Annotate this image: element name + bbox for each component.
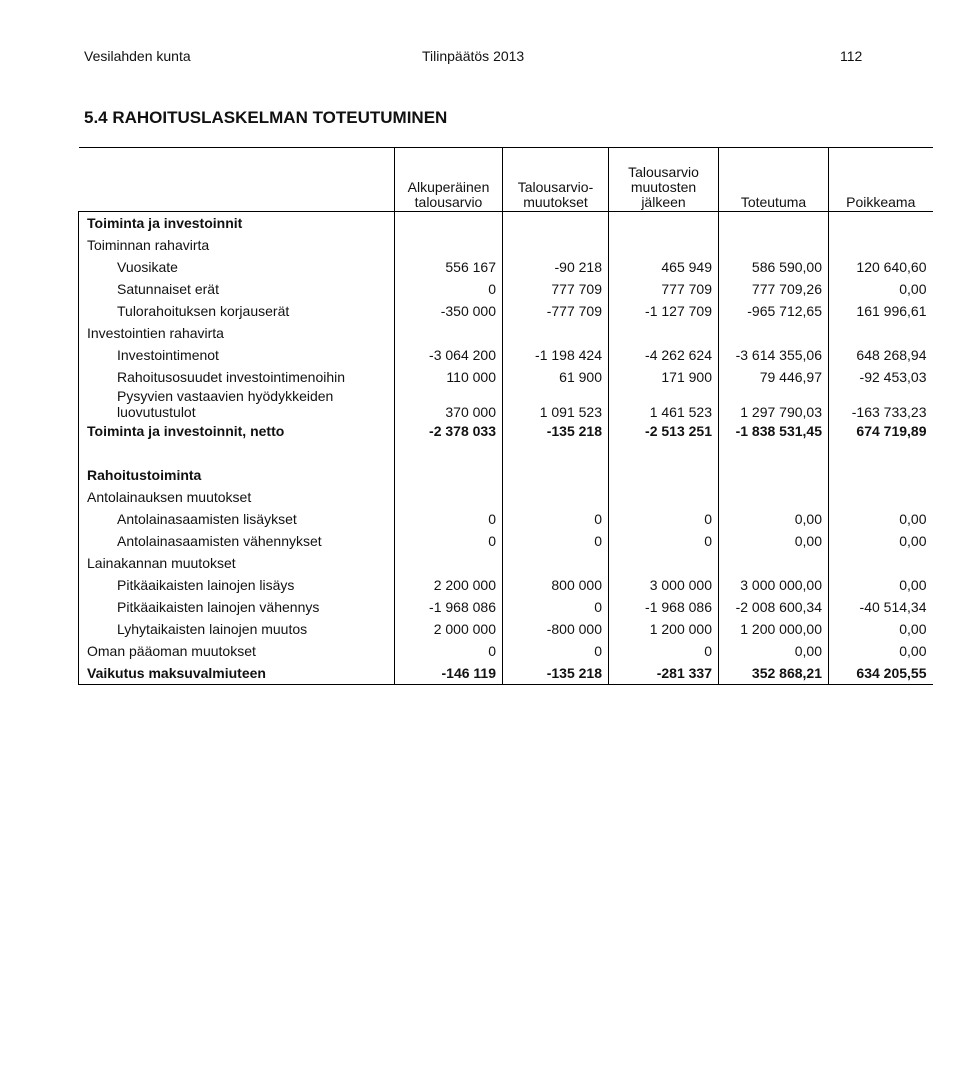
cell-value: -1 127 709 <box>609 300 719 322</box>
section-heading-row <box>79 212 933 235</box>
cell-value: 171 900 <box>609 366 719 388</box>
cell-value: 0,00 <box>719 508 829 530</box>
page-number: 112 <box>840 48 863 64</box>
cell-value: -4 262 624 <box>609 344 719 366</box>
cell-value: -800 000 <box>503 618 609 640</box>
total-value: 352 868,21 <box>719 662 829 685</box>
cell-value: -2 008 600,34 <box>719 596 829 618</box>
cell-value: 0,00 <box>829 618 933 640</box>
cell-value: -1 198 424 <box>503 344 609 366</box>
cell-value: 1 297 790,03 <box>719 388 829 420</box>
total-label: Vaikutus maksuvalmiuteen <box>79 662 395 685</box>
table-row <box>79 278 933 300</box>
page-header <box>84 48 874 68</box>
cell-value: -3 064 200 <box>395 344 503 366</box>
cell-value: 0,00 <box>719 530 829 552</box>
row-label: Lyhytaikaisten lainojen muutos <box>79 618 395 640</box>
total-value: -135 218 <box>503 420 609 442</box>
cell-value: -90 218 <box>503 256 609 278</box>
table-row <box>79 344 933 366</box>
row-label: Tulorahoituksen korjauserät <box>79 300 395 322</box>
row-label: Vuosikate <box>79 256 395 278</box>
cell-value: 0 <box>503 640 609 662</box>
total-value: -146 119 <box>395 662 503 685</box>
cell-value: -3 614 355,06 <box>719 344 829 366</box>
section-heading: Rahoitustoiminta <box>79 464 395 486</box>
row-label: Rahoitusosuudet investointimenoihin <box>79 366 395 388</box>
row-label: Investointimenot <box>79 344 395 366</box>
total-value: -1 838 531,45 <box>719 420 829 442</box>
group-heading-row <box>79 486 933 508</box>
cell-value: 0 <box>395 278 503 300</box>
group-heading-row <box>79 552 933 574</box>
col-header-budget-after-changes: Talousarvio muutosten jälkeen <box>609 148 719 212</box>
cell-value: 2 000 000 <box>395 618 503 640</box>
table-row <box>79 388 933 420</box>
cell-value: -777 709 <box>503 300 609 322</box>
cell-value: 0 <box>503 530 609 552</box>
cash-flow-table <box>78 147 933 685</box>
cell-value: 556 167 <box>395 256 503 278</box>
cell-value: 3 000 000 <box>609 574 719 596</box>
col-header-budget-changes: Talousarvio- muutokset <box>503 148 609 212</box>
row-label: Satunnaiset erät <box>79 278 395 300</box>
cell-value: 1 200 000 <box>609 618 719 640</box>
cell-value: 1 461 523 <box>609 388 719 420</box>
total-value: -135 218 <box>503 662 609 685</box>
cell-value: 0 <box>609 530 719 552</box>
cell-value: 648 268,94 <box>829 344 933 366</box>
group-heading: Lainakannan muutokset <box>79 552 395 574</box>
cell-value: 777 709,26 <box>719 278 829 300</box>
row-label: Antolainasaamisten lisäykset <box>79 508 395 530</box>
cell-value: 2 200 000 <box>395 574 503 596</box>
header-row <box>79 148 933 212</box>
col-header-actual: Toteutuma <box>719 148 829 212</box>
cell-value: 465 949 <box>609 256 719 278</box>
table-row <box>79 508 933 530</box>
section-heading: Toiminta ja investoinnit <box>79 212 395 235</box>
cell-value: 0,00 <box>719 640 829 662</box>
spacer-row <box>79 442 933 464</box>
cell-value: 586 590,00 <box>719 256 829 278</box>
row-label: Antolainasaamisten vähennykset <box>79 530 395 552</box>
cell-value: -40 514,34 <box>829 596 933 618</box>
cell-value: 777 709 <box>503 278 609 300</box>
row-label: Pysyvien vastaavien hyödykkeiden luovutustulot <box>79 388 395 420</box>
municipality-name: Vesilahden kunta <box>84 48 191 64</box>
document-title: Tilinpäätös 2013 <box>422 48 525 64</box>
cell-value: 3 000 000,00 <box>719 574 829 596</box>
cell-value: 800 000 <box>503 574 609 596</box>
col-header-variance: Poikkeama <box>829 148 933 212</box>
total-value: -281 337 <box>609 662 719 685</box>
group-heading: Investointien rahavirta <box>79 322 395 344</box>
cell-value: 0 <box>503 508 609 530</box>
cell-value: 0 <box>609 640 719 662</box>
table-row <box>79 618 933 640</box>
table-row <box>79 574 933 596</box>
cell-value: 61 900 <box>503 366 609 388</box>
cell-value: -1 968 086 <box>395 596 503 618</box>
total-value: -2 378 033 <box>395 420 503 442</box>
cell-value: 0 <box>395 508 503 530</box>
total-value: 674 719,89 <box>829 420 933 442</box>
row-label: Pitkäaikaisten lainojen vähennys <box>79 596 395 618</box>
total-row <box>79 662 933 685</box>
cell-value: 1 091 523 <box>503 388 609 420</box>
total-value: 634 205,55 <box>829 662 933 685</box>
table-row <box>79 640 933 662</box>
cell-value: 110 000 <box>395 366 503 388</box>
cell-value: 0 <box>395 640 503 662</box>
cell-value: 0,00 <box>829 278 933 300</box>
cell-value: 1 200 000,00 <box>719 618 829 640</box>
cell-value: 0,00 <box>829 574 933 596</box>
cell-value: 0,00 <box>829 508 933 530</box>
cell-value: 0 <box>503 596 609 618</box>
cell-value: 161 996,61 <box>829 300 933 322</box>
cell-value: -350 000 <box>395 300 503 322</box>
cell-value: -163 733,23 <box>829 388 933 420</box>
table-row <box>79 256 933 278</box>
group-heading: Antolainauksen muutokset <box>79 486 395 508</box>
cell-value: 0 <box>609 508 719 530</box>
cell-value: 370 000 <box>395 388 503 420</box>
cell-value: 0,00 <box>829 530 933 552</box>
table-row <box>79 300 933 322</box>
cell-value: -1 968 086 <box>609 596 719 618</box>
cell-value: -965 712,65 <box>719 300 829 322</box>
col-header-original-budget: Alkuperäinen talousarvio <box>395 148 503 212</box>
cell-value: -92 453,03 <box>829 366 933 388</box>
section-title: 5.4 RAHOITUSLASKELMAN TOTEUTUMINEN <box>84 108 448 127</box>
group-heading-row <box>79 234 933 256</box>
total-value: -2 513 251 <box>609 420 719 442</box>
cell-value: 120 640,60 <box>829 256 933 278</box>
table-row <box>79 366 933 388</box>
group-heading-row <box>79 322 933 344</box>
cell-value: 79 446,97 <box>719 366 829 388</box>
cell-value: 0,00 <box>829 640 933 662</box>
table-row <box>79 596 933 618</box>
header-label-cell <box>79 148 395 212</box>
section-heading-row <box>79 464 933 486</box>
group-heading: Toiminnan rahavirta <box>79 234 395 256</box>
cell-value: 777 709 <box>609 278 719 300</box>
row-label: Oman pääoman muutokset <box>79 640 395 662</box>
row-label: Pitkäaikaisten lainojen lisäys <box>79 574 395 596</box>
total-row <box>79 420 933 442</box>
cell-value: 0 <box>395 530 503 552</box>
total-label: Toiminta ja investoinnit, netto <box>79 420 395 442</box>
table-row <box>79 530 933 552</box>
